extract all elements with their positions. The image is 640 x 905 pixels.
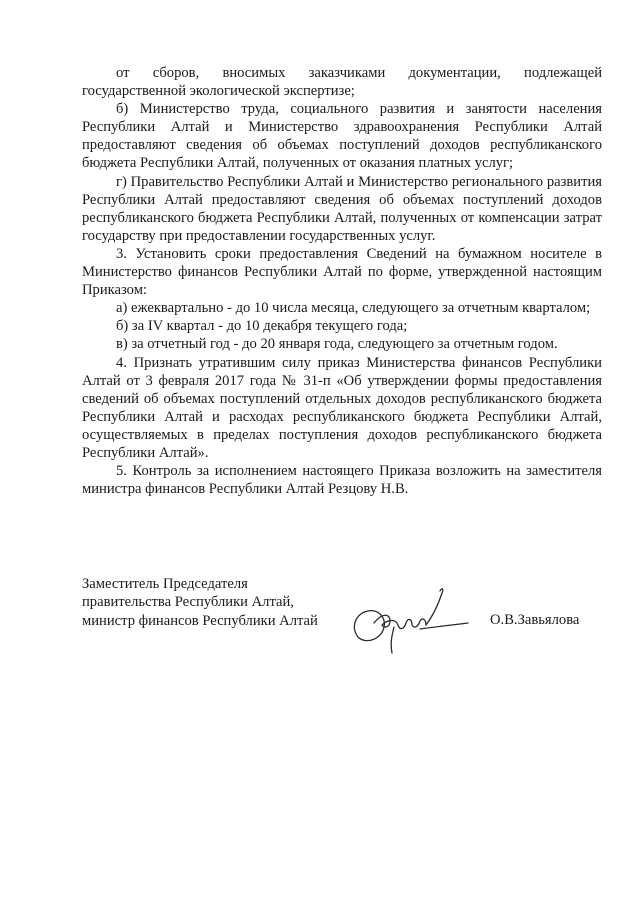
- paragraph-item-3-deadlines: 3. Установить сроки предоставления Сведений на бумажном носителе в Министерство финансов Республики Алтай по форме, утвержденной настоящим Приказом:: [82, 245, 602, 299]
- paragraph-deadline-q4: б) за IV квартал - до 10 декабря текущего года;: [116, 318, 408, 335]
- signer-position-line: правительства Республики Алтай,: [82, 594, 294, 611]
- paragraph-government-regional-ministry: г) Правительство Республики Алтай и Министерство регионального развития Республики Алтай предоставляют сведения об объемах поступлений доходов республиканского бюджета Республики Алтай, полученных от компенсации затрат государству при предоставлении государственных услуг.: [82, 173, 602, 244]
- paragraph-deadline-quarterly: а) ежеквартально - до 10 числа месяца, следующего за отчетным кварталом;: [116, 300, 591, 317]
- signature-block: [82, 575, 602, 655]
- paragraph-deadline-annual: в) за отчетный год - до 20 января года, следующего за отчетным годом.: [116, 336, 558, 353]
- paragraph-item-5-control: 5. Контроль за исполнением настоящего Приказа возложить на заместителя министра финансов Республики Алтай Резцову Н.В.: [82, 463, 602, 498]
- handwritten-signature-icon: [344, 583, 474, 655]
- signer-position-line: Заместитель Председателя: [82, 576, 248, 592]
- paragraph-item-4-repeal: 4. Признать утратившим силу приказ Министерства финансов Республики Алтай от 3 февраля 2017 года № 31-п «Об утверждении формы предоставления сведений об объемах поступлений отдельных доходов республиканского бюджета Республики Алтай и расходах республиканского бюджета Республики Алтай, осуществляемых в пределах поступления доходов республиканского бюджета Республики Алтай».: [82, 354, 602, 461]
- signer-name: О.В.Завьялова: [490, 612, 580, 628]
- paragraph-ecological-expertise-fees: от сборов, вносимых заказчиками документации, подлежащей государственной экологической экспертизе;: [82, 65, 602, 100]
- signer-position: [82, 575, 362, 630]
- signer-position-line: министр финансов Республики Алтай: [82, 612, 318, 629]
- paragraph-labor-health-ministries: б) Министерство труда, социального развития и занятости населения Республики Алтай и Министерство здравоохранения Республики Алтай предоставляют сведения об объемах поступлений доходов республиканского бюджета Республики Алтай, полученных от оказания платных услуг;: [82, 101, 602, 172]
- document-body: [82, 64, 602, 498]
